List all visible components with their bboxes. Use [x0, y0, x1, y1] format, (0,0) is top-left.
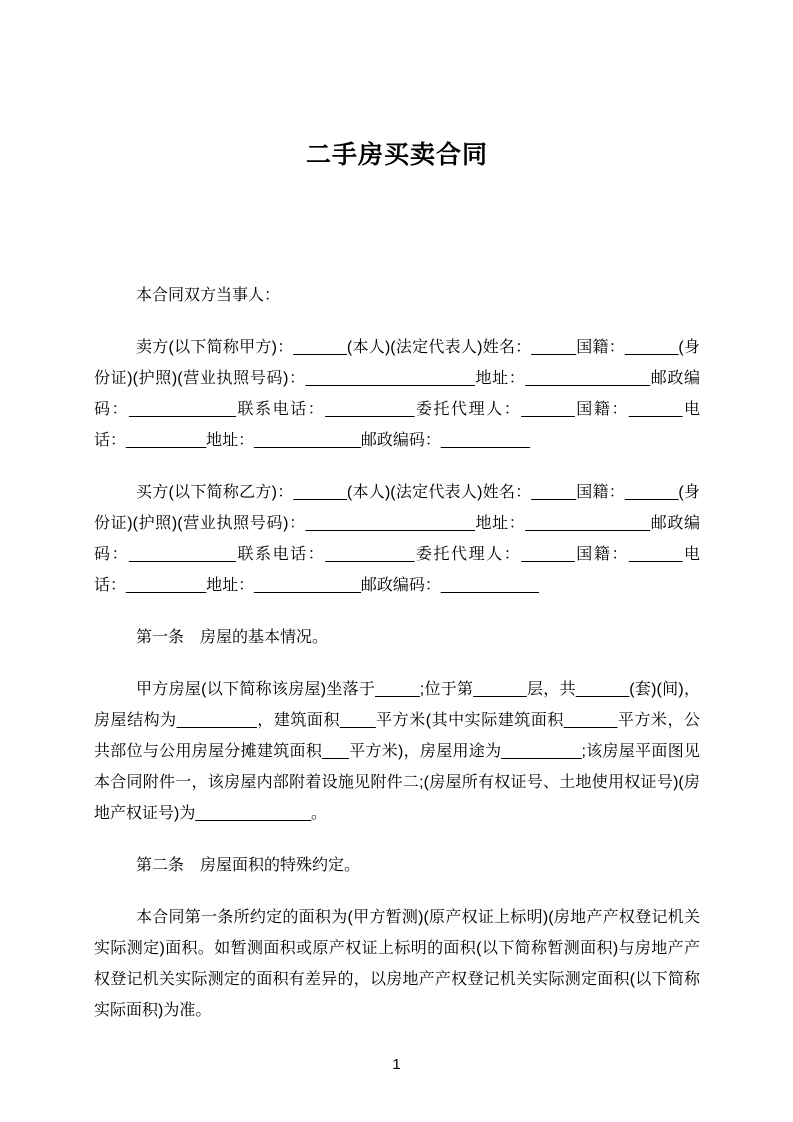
page-number: 1 [392, 1056, 401, 1073]
document-body [94, 140, 700, 1047]
intro-paragraph: 本合同双方当事人： [136, 287, 281, 304]
buyer-party-paragraph: 买方(以下简称乙方)：______(本人)(法定代表人)姓名：_____国籍：______(身份证)(护照)(营业执照号码)：___________________地址：______________邮政编码：____________联系电话：__________委托代理人：______国籍：______电话：_________地址：____________邮政编码：___________ [94, 484, 700, 594]
document-title: 二手房买卖合同 [305, 141, 488, 169]
article-2-heading: 第二条 房屋面积的特殊约定。 [136, 857, 361, 874]
article-1-heading: 第一条 房屋的基本情况。 [136, 629, 329, 646]
article-1-body: 甲方房屋(以下简称该房屋)坐落于_____;位于第______层，共______(套)(间)，房屋结构为_________，建筑面积____平方米(其中实际建筑面积______平方米，公共部位与公用房屋分摊建筑面积___平方米)，房屋用途为_________;该房屋平面图见本合同附件一，该房屋内部附着设施见附件二;(房屋所有权证号、土地使用权证号)(房地产权证号)为_____________。 [94, 681, 700, 822]
article-2-body: 本合同第一条所约定的面积为(甲方暂测)(原产权证上标明)(房地产产权登记机关实际测定)面积。如暂测面积或原产权证上标明的面积(以下简称暂测面积)与房地产产权登记机关实际测定的面积有差异的，以房地产产权登记机关实际测定面积(以下简称实际面积)为准。 [94, 909, 700, 1019]
seller-party-paragraph: 卖方(以下简称甲方)：______(本人)(法定代表人)姓名：_____国籍：______(身份证)(护照)(营业执照号码)：___________________地址：______________邮政编码：____________联系电话：__________委托代理人：______国籍：______电话：_________地址：____________邮政编码：__________ [94, 339, 700, 449]
